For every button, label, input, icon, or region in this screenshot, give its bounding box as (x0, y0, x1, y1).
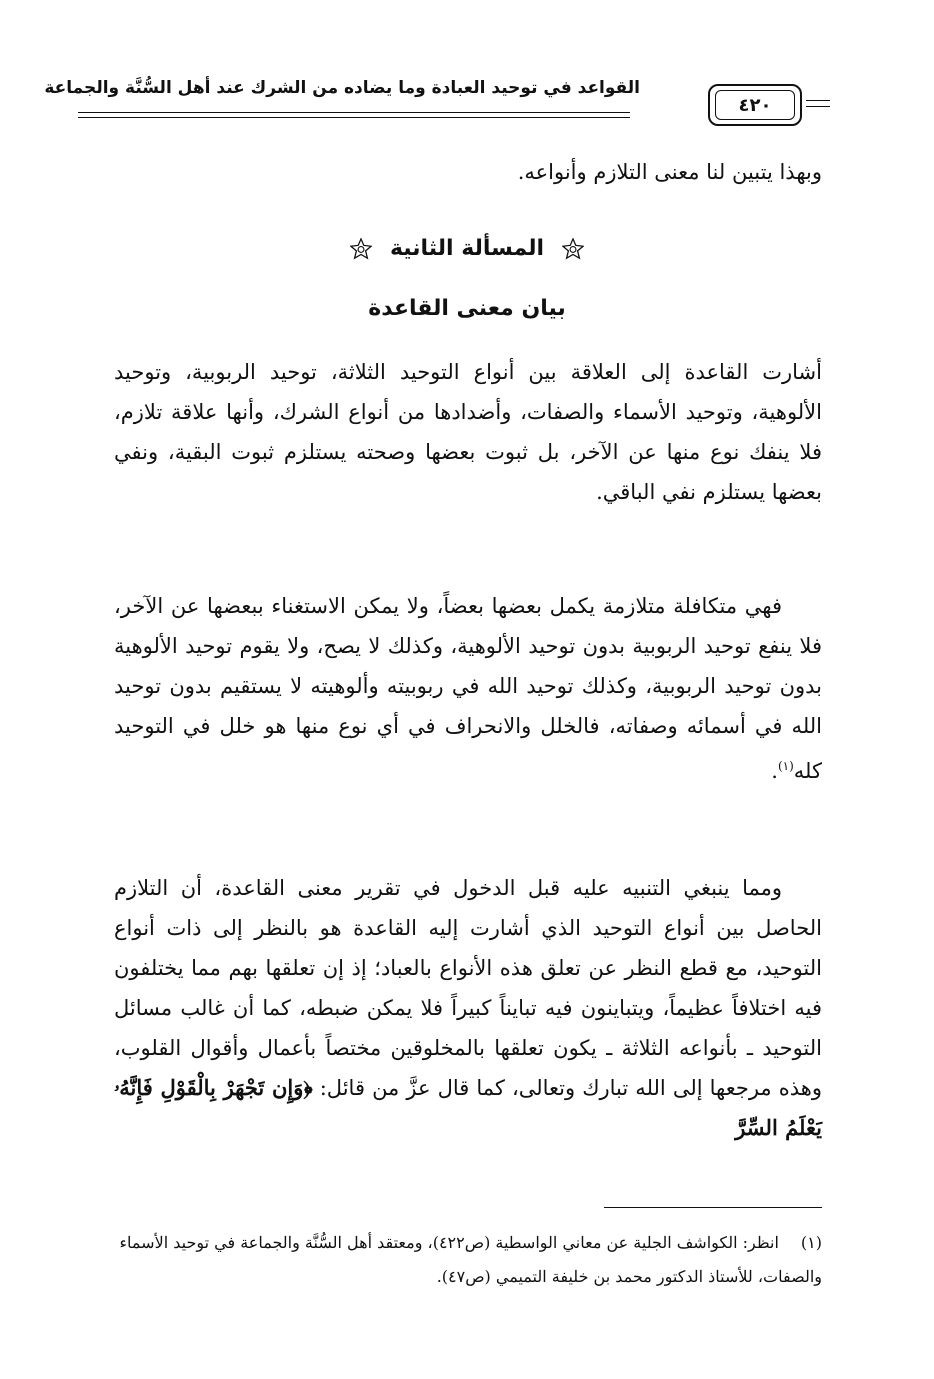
footnote-number: (١) (800, 1233, 822, 1252)
paragraph-2-end: . (771, 759, 778, 783)
footnote-divider (604, 1207, 822, 1208)
header-rule (78, 112, 630, 113)
section-heading-text: المسألة الثانية (389, 236, 545, 261)
section-heading (0, 236, 934, 261)
footnote (114, 1226, 822, 1294)
page-number-frame (708, 84, 802, 126)
paragraph-2-text: فهي متكافلة متلازمة يكمل بعضها بعضاً، ولا يمكن الاستغناء ببعضها عن الآخر، فلا ينفع توحيد الربوبية بدون توحيد الألوهية، وكذلك لا يصح، ولا يقوم توحيد الألوهية بدون توحيد الربوبية، وكذلك توحيد الله في ربوبيته وألوهيته لا يستقيم بدون توحيد الله في أسمائه وصفاته، فالخلل والانحراف في أي نوع منها هو خلل في التوحيد كله (114, 594, 822, 783)
quran-quote: ﴿وَإِن تَجْهَرْ بِالْقَوْلِ فَإِنَّهُۥ يَعْلَمُ السِّرَّ (114, 1075, 822, 1140)
paragraph-3 (114, 868, 822, 1148)
subheading: بيان معنى القاعدة (368, 296, 566, 321)
page-number: ٤٢٠ (715, 90, 795, 120)
paragraph-1-text: أشارت القاعدة إلى العلاقة بين أنواع التوحيد الثلاثة، توحيد الربوبية، وتوحيد الألوهية، وتوحيد الأسماء والصفات، وأضدادها من أنواع الشرك، وأنها علاقة تلازم، فلا ينفك نوع منها عن الآخر، بل ثبوت بعضها وصحته يستلزم ثبوت البقية، ونفي بعضها يستلزم نفي الباقي. (114, 360, 822, 504)
paragraph-1 (114, 352, 822, 512)
header-title: القواعد في توحيد العبادة وما يضاده من الشرك عند أهل السُّنَّة والجماعة (44, 78, 640, 98)
star-ornament-icon (350, 238, 372, 260)
footnote-reference[interactable]: (١) (777, 759, 794, 773)
paragraph-3-text: ومما ينبغي التنبيه عليه قبل الدخول في تقرير معنى القاعدة، أن التلازم الحاصل بين أنواع التوحيد الذي أشارت إليه القاعدة هو بالنظر إلى ذات أنواع التوحيد، مع قطع النظر عن تعلق هذه الأنواع بالعباد؛ إذ إن تعلقها بهم مما يختلفون فيه اختلافاً عظيماً، ويتباينون فيه تبايناً كبيراً فلا يمكن ضبطه، كما أن غالب مسائل التوحيد ـ بأنواعه الثلاثة ـ يكون تعلقها بالمخلوقين مختصاً بأعمال وأقوال القلوب، وهذه مرجعها إلى الله تبارك وتعالى، كما قال عزَّ من قائل: (114, 876, 822, 1100)
star-ornament-icon (562, 238, 584, 260)
header-rule (78, 117, 630, 118)
running-header (44, 72, 830, 132)
footnote-text: انظر: الكواشف الجلية عن معاني الواسطية (ص٤٢٢)، ومعتقد أهل السُّنَّة والجماعة في توحيد الأسماء والصفات، للأستاذ الدكتور محمد بن خليفة التميمي (ص٤٧). (119, 1233, 822, 1286)
intro-line: وبهذا يتبين لنا معنى التلازم وأنواعه. (517, 160, 822, 184)
paragraph-2 (114, 586, 822, 791)
